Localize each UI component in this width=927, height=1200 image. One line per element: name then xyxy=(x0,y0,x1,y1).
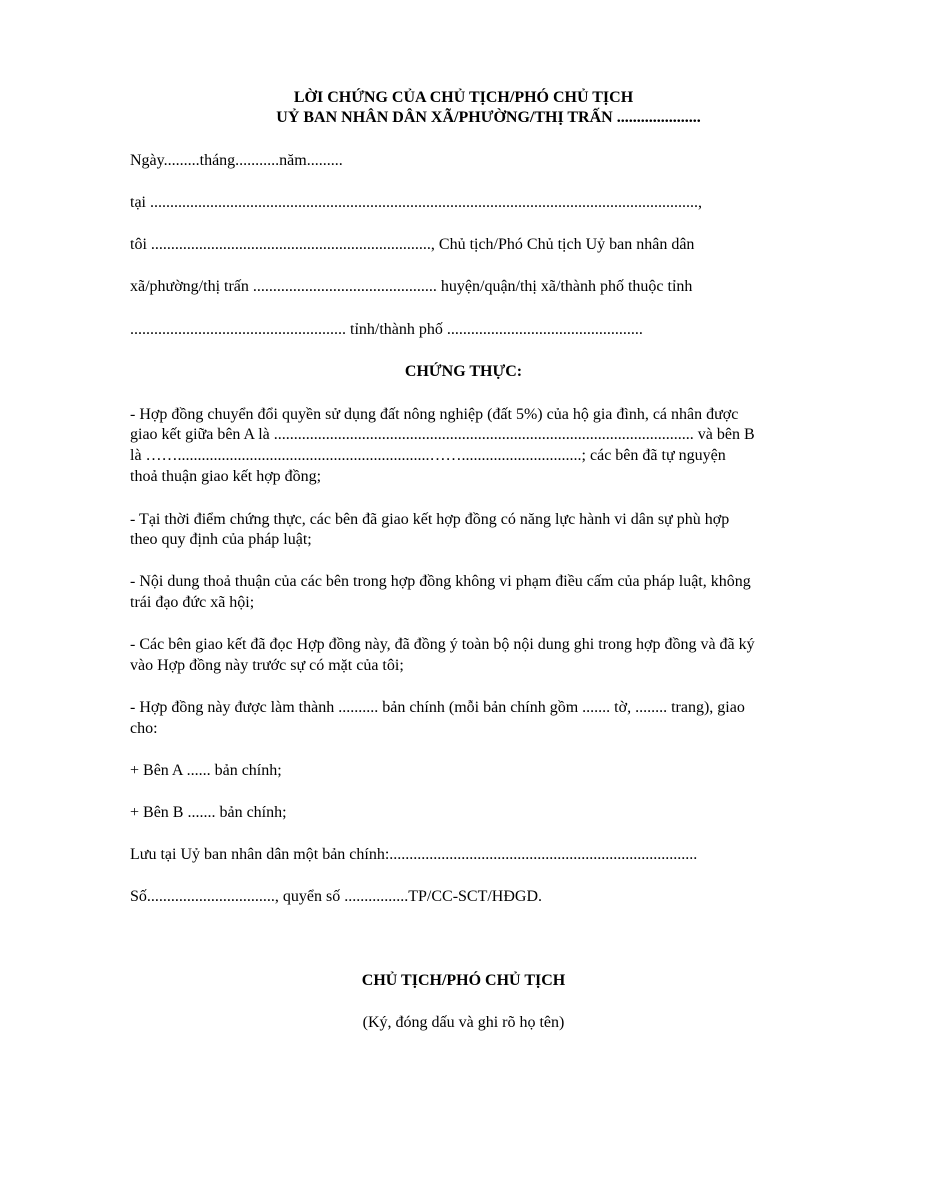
p3-line-2: trái đạo đức xã hội; xyxy=(130,594,255,611)
place-line: tại ........................................................................................................................................., xyxy=(130,194,702,211)
number-line: Số................................, quyển số ................TP/CC-SCT/HĐGD. xyxy=(130,888,543,905)
p1-line-2: giao kết giữa bên A là ......................................................................................................... và bên B xyxy=(130,426,755,443)
archive-line: Lưu tại Uỷ ban nhân dân một bản chính:............................................................................. xyxy=(130,846,698,863)
p2-line-2: theo quy định của pháp luật; xyxy=(130,531,312,548)
signature-title: CHỦ TỊCH/PHÓ CHỦ TỊCH xyxy=(361,972,566,989)
p2-line-1: - Tại thời điểm chứng thực, các bên đã giao kết hợp đồng có năng lực hành vi dân sự phù hợp xyxy=(130,511,730,528)
person-line: tôi ......................................................................, Chủ tịch/Phó Chủ tịch Uỷ ban nhân dân xyxy=(130,236,695,253)
province-line: ...................................................... tỉnh/thành phố ................................................. xyxy=(130,321,643,338)
date-line: Ngày.........tháng...........năm......... xyxy=(130,152,343,169)
p5-line-2: cho: xyxy=(130,720,158,737)
title-line-2: UỶ BAN NHÂN DÂN XÃ/PHƯỜNG/THỊ TRẤN ..................... xyxy=(276,109,701,126)
title-line-1: LỜI CHỨNG CỦA CHỦ TỊCH/PHÓ CHỦ TỊCH xyxy=(293,89,634,106)
p1-line-3: là ……...............................................................……..............................; các bên đã tự nguyện xyxy=(130,447,726,464)
certification-heading: CHỨNG THỰC: xyxy=(404,363,523,380)
p4-line-2: vào Hợp đồng này trước sự có mặt của tôi; xyxy=(130,657,404,674)
party-a-line: + Bên A ...... bản chính; xyxy=(130,762,282,779)
p1-line-4: thoả thuận giao kết hợp đồng; xyxy=(130,468,322,485)
commune-line: xã/phường/thị trấn .............................................. huyện/quận/thị xã/thành phố thuộc tỉnh xyxy=(130,278,693,295)
p4-line-1: - Các bên giao kết đã đọc Hợp đồng này, đã đồng ý toàn bộ nội dung ghi trong hợp đồng và đã ký xyxy=(130,636,755,653)
signature-note: (Ký, đóng dấu và ghi rõ họ tên) xyxy=(362,1014,565,1031)
p1-line-1: - Hợp đồng chuyển đổi quyền sử dụng đất nông nghiệp (đất 5%) của hộ gia đình, cá nhân được xyxy=(130,406,739,423)
p5-line-1: - Hợp đồng này được làm thành .......... bản chính (mỗi bản chính gồm ....... tờ, ........ trang), giao xyxy=(130,699,745,716)
p3-line-1: - Nội dung thoả thuận của các bên trong hợp đồng không vi phạm điều cấm của pháp luật, không xyxy=(130,573,751,590)
party-b-line: + Bên B ....... bản chính; xyxy=(130,804,287,821)
